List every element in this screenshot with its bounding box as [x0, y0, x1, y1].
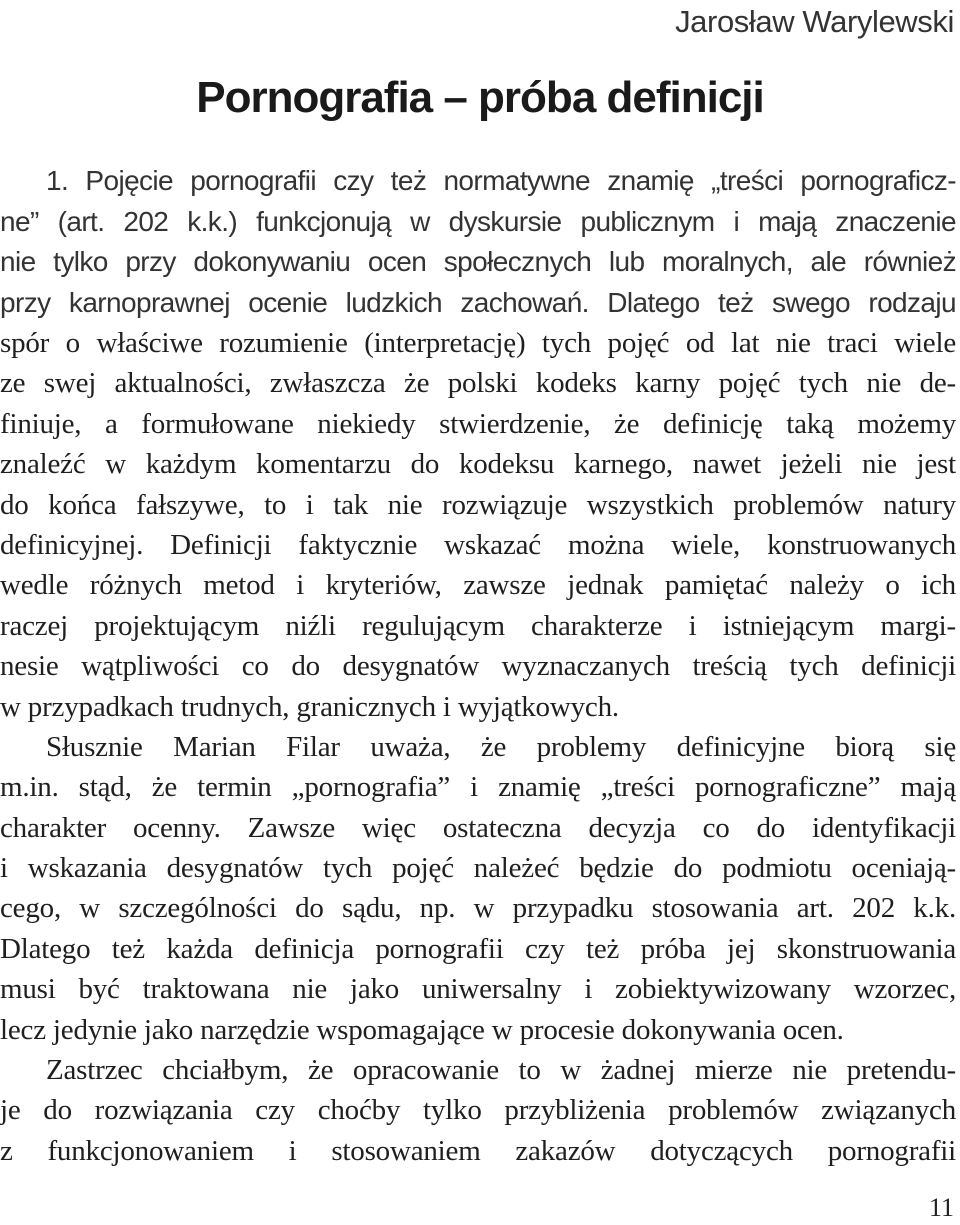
text-line: znaleźć w każdym komentarzu do kodeksu karnego, nawet jeżeli nie jest [0, 448, 956, 481]
page-title: Pornografia – próba definicji [196, 73, 764, 122]
text-line: raczej projektującym niźli regulującym charakterze i istniejącym margi- [0, 609, 956, 642]
text-line: nesie wątpliwości co do desygnatów wyznaczanych treścią tych definicji [0, 650, 956, 683]
text-line: wedle różnych metod i kryteriów, zawsze jednak pamiętać należy o ich [0, 569, 956, 602]
text-line: ne” (art. 202 k.k.) funkcjonują w dyskursie publicznym i mają znaczenie [0, 205, 956, 237]
opening-paragraph [0, 161, 956, 323]
text-line: nie tylko przy dokonywaniu ocen społecznych lub moralnych, ale również [0, 246, 956, 277]
text-line: z funkcjonowaniem i stosowaniem zakazów dotyczących pornografii [0, 1134, 956, 1167]
text-line: finiuje, a formułowane niekiedy stwierdzenie, że definicję taką możemy [0, 407, 956, 440]
text-line: 1. Pojęcie pornografii czy też normatywne znamię „treści pornograficz- [46, 165, 956, 196]
text-line: i wskazania desygnatów tych pojęć należeć będzie do podmiotu oceniają- [0, 852, 956, 885]
text-line: m.in. stąd, że termin „pornografia” i znamię „treści pornograficzne” mają [0, 771, 956, 804]
text-line: cego, w szczególności do sądu, np. w przypadku stosowania art. 202 k.k. [0, 892, 956, 925]
text-line: ze swej aktualności, zwłaszcza że polski kodeks karny pojęć tych nie de- [0, 367, 956, 400]
text-line: definicyjnej. Definicji faktycznie wskazać można wiele, konstruowanych [0, 528, 956, 561]
text-line: lecz jedynie jako narzędzie wspomagające w procesie dokonywania ocen. [0, 1013, 844, 1046]
text-line: Słusznie Marian Filar uważa, że problemy definicyjne biorą się [46, 730, 956, 763]
text-line: przy karnoprawnej ocenie ludzkich zachowań. Dlatego też swego rodzaju [0, 286, 956, 318]
author-name: Jarosław Warylewski [675, 4, 954, 39]
page-number: 11 [928, 1193, 954, 1222]
text-line: do końca fałszywe, to i tak nie rozwiązuje wszystkich problemów natury [0, 488, 956, 521]
text-line: w przypadkach trudnych, granicznych i wyjątkowych. [0, 690, 619, 723]
text-line: charakter ocenny. Zawsze więc ostateczna decyzja co do identyfikacji [0, 811, 956, 844]
text-line: Dlatego też każda definicja pornografii czy też próba jej skonstruowania [0, 932, 956, 965]
text-line: musi być traktowana nie jako uniwersalny i zobiektywizowany wzorzec, [0, 973, 956, 1006]
text-line: Zastrzec chciałbym, że opracowanie to w żadnej mierze nie pretendu- [46, 1054, 956, 1087]
text-line: spór o właściwe rozumienie (interpretację) tych pojęć od lat nie traci wiele [0, 327, 956, 359]
body-text [0, 323, 956, 1171]
text-line: je do rozwiązania czy choćby tylko przybliżenia problemów związanych [0, 1094, 956, 1127]
